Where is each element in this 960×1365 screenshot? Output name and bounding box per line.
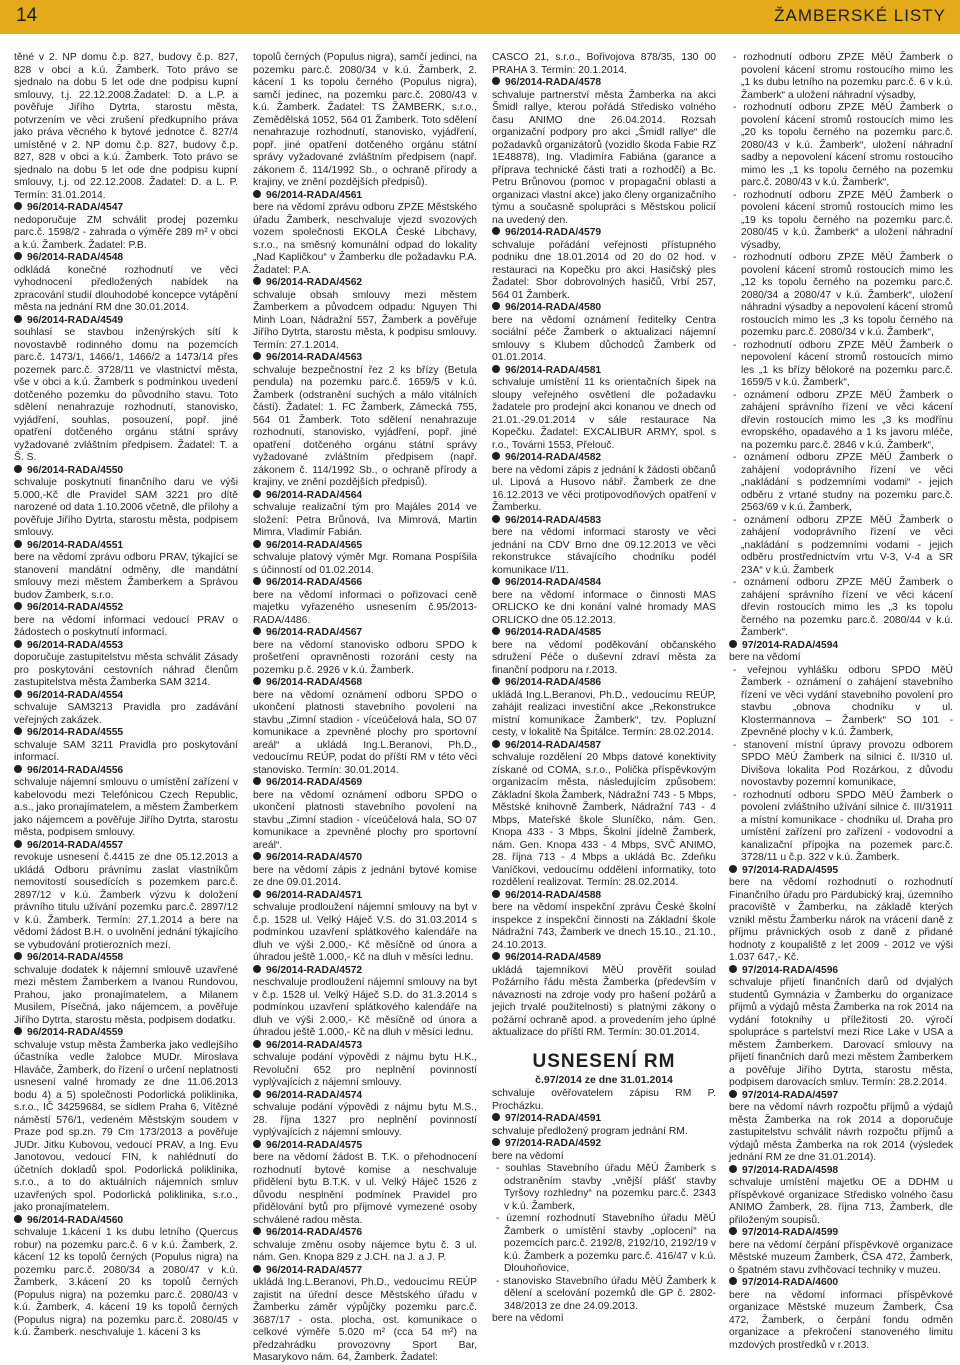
paragraph: bere na vědomí informaci vedoucí PRAV o žádostech o poskytnutí informací. bbox=[14, 614, 238, 638]
publication-title: ŽAMBERSKÉ LISTY bbox=[774, 6, 946, 25]
bullet-icon bbox=[729, 1165, 737, 1173]
paragraph: schvaluje rozdělení 20 Mbps datové konektivity získané od COMA, s.r.o., Polička příspěvkovým organizacím města, následujícím způsobem: Základní škola Žamberk, Nádražní 743 - 5 Mbps, Městské knihovně Žamberk, Nádražní 743 - 4 Mbps, Mateřské škole Sluníčko, nám. Gen. Knopa 433 - 3 Mbps, Školní jídelně Žamberk, nám. Gen. Knopa 433 - 4 Mbps, SVČ ANIMO, 28. října 713 - 4 Mbps a ukládá Bc. Zdeňku Vaníčkovi, vedoucímu oddělení informatiky, toto rozdělení realizovat. Termín: 28.02.2014. bbox=[492, 752, 716, 888]
resolution-number-text: 96/2014-RADA/4559 bbox=[27, 1027, 124, 1038]
paragraph: schvaluje předložený program jednání RM. bbox=[492, 1125, 688, 1137]
resolution-number-text: 96/2014-RADA/4564 bbox=[266, 489, 363, 501]
bullet-icon bbox=[729, 965, 737, 973]
bullet-icon bbox=[253, 352, 261, 360]
resolution-number-text: 96/2014-RADA/4575 bbox=[266, 1139, 363, 1151]
paragraph: schvaluje přijetí finančních darů od dvjalých studentů Gymnázia v Žamberku do organizace přijmů a výdajů města Žamberka na rok 2014 na vydání fotoknihy u příležitosti 20. výročí spolupráce s partelství mezi Rice Lake v USA a městem Žamberkem. Darovací smlouvy na přijetí finančních darů mezi městem Žamberkem a pověřuje Jiřího Dytrta, starostu města, podpisem darovacích smluv. Termín: 28.2.2014. bbox=[729, 977, 953, 1088]
resolution-number-text: 97/2014-RADA/4599 bbox=[742, 1227, 839, 1238]
resolution-number-text: 96/2014-RADA/4558 bbox=[27, 952, 124, 963]
resolution-number-text: 97/2014-RADA/4592 bbox=[505, 1138, 602, 1149]
paragraph: bere na vědomí oznámení ředitelky Centra sociální péče Žamberk o aktualizaci nájemní smlouvy s Klubem důchodců Žamberk od 01.01.2014. bbox=[492, 314, 716, 363]
resolution-number bbox=[492, 952, 716, 965]
resolution-number-text: 96/2014-RADA/4563 bbox=[266, 352, 363, 363]
paragraph: schvaluje podání výpovědi z nájmu bytu H.K., Revoluční 652 pro neplnění povinností vyplývajících z nájemní smlouvy. bbox=[253, 1052, 477, 1088]
resolution-number bbox=[729, 1090, 953, 1103]
resolution-number bbox=[492, 740, 716, 753]
paragraph: bere na vědomí čerpání příspěvkové organizace Městské muzeum Žamberk, ČSA 472, Žamberk, o špatném stavu zvlhčovací techniky v muzeu. bbox=[729, 1239, 953, 1276]
resolution-number-text: 96/2014-RADA/4586 bbox=[505, 677, 602, 688]
resolution-number bbox=[253, 965, 477, 978]
bullet-icon bbox=[492, 302, 500, 310]
bullet-icon bbox=[729, 865, 737, 873]
paragraph: schvaluje vstup města Žamberka jako vedlejšího účastníka vedle žalobce MUDr. Miroslava Hlaváče, Žamberk, do řízení o určení neplatnosti usnesení valné hromady ze dne 11.06.2013 bodu 4) a 5) společnosti Podorlická poliklinika, s.r.o., IČ 34259684, se sídlem Praha 6, Vítězné náměstí 576/1, vedeném Městským soudem v Praze pod sp.zn. 79 Cm 173/2013 a pověřuje JUDr. Jitku Kubovou, vedoucí PRAV, a Ing. Evu Janotovou, vedoucí FIN, k nahlédnutí do účetních dokladů spol. Podorlická poliklinika, s.r.o., a to do aktuálních nájemních smluv uzavřených spol. Podorlická poliklinika, s.r.o., jako pronajímatelem. bbox=[14, 1039, 238, 1213]
paragraph: schvaluje nájemní smlouvu o umístění zařízení v kabelovodu mezi Telefónicou Czech Republic, a.s., jako pronajímatelem, a městem Žamberkem jako nájemcem a pověřuje Jiřího Dytrta, starostu města, podpisem smlouvy. bbox=[14, 777, 238, 838]
resolution-number bbox=[14, 202, 238, 215]
resolution-number-text: 96/2014-RADA/4589 bbox=[505, 952, 602, 963]
resolution-number bbox=[729, 1165, 953, 1178]
bullet-icon bbox=[492, 365, 500, 373]
resolution-number bbox=[253, 490, 477, 503]
bullet-icon bbox=[14, 952, 22, 960]
bullet-icon bbox=[253, 1090, 261, 1098]
bullet-icon bbox=[253, 1040, 261, 1048]
resolution-number-text: 96/2014-RADA/4583 bbox=[505, 514, 602, 526]
bullet-icon bbox=[492, 677, 500, 685]
resolution-number bbox=[492, 1113, 716, 1126]
resolution-number-text: 96/2014-RADA/4549 bbox=[27, 314, 124, 326]
resolution-number bbox=[492, 577, 716, 590]
resolution-number-text: 96/2014-RADA/4553 bbox=[27, 639, 124, 651]
resolution-number bbox=[253, 352, 477, 365]
resolution-number bbox=[253, 277, 477, 290]
resolution-number bbox=[492, 890, 716, 903]
bullet-icon bbox=[729, 640, 737, 648]
paragraph: schvaluje poskytnutí finančního daru ve výši 5.000,-Kč dle Pravidel SAM 3221 pro dítě narozené od data 1.10.2006 včetně, dle přílohy a pověřuje Jiřího Dytrta, starostu města, podpisem smlouvy. bbox=[14, 477, 238, 538]
resolution-number-text: 96/2014-RADA/4560 bbox=[27, 1214, 124, 1226]
bullet-icon bbox=[253, 540, 261, 548]
resolution-number-text: 96/2014-RADA/4566 bbox=[266, 577, 363, 588]
bullet-icon bbox=[492, 452, 500, 460]
bullet-icon bbox=[14, 640, 22, 648]
paragraph: bere na vědomí zápis z jednání bytové komise ze dne 09.01.2014. bbox=[253, 864, 477, 888]
paragraph: schvaluje dodatek k nájemní smlouvě uzavřené mezi městem Žamberkem a Ivanou Rundovou, Prahou, jako pronajímatelem, a Milanem Musilem, Písečná, jako nájemcem, a pověřuje Jiřího Dytrta, starostu města, podpisem dodatku. bbox=[14, 964, 238, 1026]
resolution-number bbox=[492, 227, 716, 240]
resolution-number-text: 96/2014-RADA/4567 bbox=[266, 627, 363, 638]
list-item: - rozhodnutí odboru ZPZE MěÚ Žamberk o nepovolení kácení stromů rostoucích mimo les „1 ks břízy bělokoré na pozemku parc.č. 1659/5 v k.ú. Žamberk“, bbox=[733, 339, 953, 388]
resolution-number-text: 96/2014-RADA/4554 bbox=[27, 689, 124, 701]
bullet-icon bbox=[253, 965, 261, 973]
resolution-number-text: 96/2014-RADA/4561 bbox=[266, 189, 363, 201]
resolution-number bbox=[14, 315, 238, 328]
resolution-number bbox=[14, 952, 238, 965]
resolution-number-text: 96/2014-RADA/4555 bbox=[27, 727, 124, 738]
list-item: - rozhodnutí odboru SPDO MěÚ Žamberk o povolení zvláštního užívání silnice č. III/31911 a místní komunikace - chodníku ul. Draha pro umístění zařízení pro zařízení - vodovodní a kanalizační přípojka na pozemek parc.č. 3728/11 u č.p. 322 v k.ú. Žamberk. bbox=[733, 789, 953, 863]
paragraph: bere na vědomí bbox=[729, 652, 801, 663]
resolution-number-text: 96/2014-RADA/4550 bbox=[27, 464, 124, 476]
resolution-number-text: 97/2014-RADA/4598 bbox=[742, 1164, 839, 1176]
resolution-number-text: 96/2014-RADA/4582 bbox=[505, 452, 602, 463]
resolution-number-text: 96/2014-RADA/4548 bbox=[27, 252, 124, 263]
resolution-number bbox=[14, 690, 238, 703]
resolution-number bbox=[14, 727, 238, 740]
resolution-number bbox=[14, 465, 238, 478]
paragraph: bere na vědomí stanovisko odboru SPDO k prošetření opravněnosti rozorání cesty na pozemku p.č. 2926 v k.ú. Žamberk. bbox=[253, 639, 477, 676]
bullet-icon bbox=[14, 1215, 22, 1223]
resolution-number bbox=[253, 1265, 477, 1278]
resolution-number-text: 96/2014-RADA/4584 bbox=[505, 577, 602, 588]
paragraph: bere na vědomí zprávu odboru PRAV, týkající se stanovení mandátní odměny, dle mandátní smlouvy mezi městem Žamberkem a Správou budov Žamberk, s.r.o. bbox=[14, 552, 238, 601]
paragraph: revokuje usnesení č.4415 ze dne 05.12.2013 a ukládá Odboru právnímu zaslat vlastníkům nemovitostí sousedících s pozemkem parc.č. 2897/12 v k.ú. Žamberk výzvu k doložení právního titulu užívání pozemku parc.č. 2897/12 v k.ú. Žamberk. Termín: 27.1.2014 a bere na vědomí žádost B.H. o uvolnění jednání týkajícího se vybudování protierozních mezí. bbox=[14, 852, 238, 951]
paragraph: schvaluje realizační tým pro Majáles 2014 ve složení: Petra Brůnová, Iva Mimrová, Martin Mimra, Vladimír Fabián. bbox=[253, 502, 477, 538]
bullet-icon bbox=[253, 1265, 261, 1273]
bullet-icon bbox=[729, 1227, 737, 1235]
resolution-number-text: 97/2014-RADA/4600 bbox=[742, 1277, 839, 1288]
column-1 bbox=[14, 52, 238, 1338]
bullet-icon bbox=[14, 465, 22, 473]
paragraph: schvaluje změnu osoby nájemce bytu č. 3 ul. nám. Gen. Knopa 829 z J.CH. na J. a J. P. bbox=[253, 1239, 477, 1263]
bullet-icon bbox=[492, 1113, 500, 1121]
resolution-number-text: 96/2014-RADA/4551 bbox=[27, 539, 124, 551]
resolution-number-text: 97/2014-RADA/4597 bbox=[742, 1089, 839, 1101]
paragraph: nedoporučuje ZM schválit prodej pozemku parc.č. 1598/2 - zahrada o výměře 289 m² v obci a k.ú. Žamberk. Žadatel: P.B. bbox=[14, 214, 238, 251]
bullet-icon bbox=[492, 740, 500, 748]
paragraph: bere na vědomí poděkování občanského sdružení Péče o duševní zdraví města za finanční podporu na r.2013. bbox=[492, 639, 716, 676]
bullet-icon bbox=[253, 1227, 261, 1235]
resolution-number-text: 96/2014-RADA/4568 bbox=[266, 677, 363, 688]
paragraph: odkládá konečné rozhodnutí ve věci vyhodnocení předložených nabídek na zpracování studií dlouhodobé koncepce vytápění města na jednání RM dne 30.01.2014. bbox=[14, 264, 238, 313]
bullet-icon bbox=[253, 677, 261, 685]
paragraph: těné v 2. NP domu č.p. 827, budovy č.p. 827, 828 v obci a k.ú. Žamberk. Toto právo se sjednalo na dobu 5 let ode dne podpisu kupní smlouvy, t.j. 22.12.2008.Žadatel: D. a L.P. a pověřuje Jiřího Dytrta, starostu města, potvrzením ve věci zrušení předkupního práva jako práva věcného k bytové jednotce č. 827/4 umístěné v 2. NP domu č.p. 827, budovy č.p. 827, 828 v obci a k.ú. Žamberk. Toto právo se sjednalo na dobu 5 let ode dne podpisu kupní smlouvy, t.j. od 22.12.2008. Žadatel: D. a L. P. Termín: 31.01.2014. bbox=[14, 52, 238, 201]
resolution-number bbox=[253, 627, 477, 640]
paragraph: bere na vědomí oznámení odboru SPDO o ukončení platnosti stavebního povolení na stavbu „Zimní stadion - víceúčelová hala, SO 07 komunikace a zpevněné plochy pro sportovní areál“ a ukládá Ing.L.Beranovi, Ph.D., vedoucímu REÚP, podat do příští RM v této věci stanovisko. Termín: 30.01.2014. bbox=[253, 689, 477, 776]
resolution-number bbox=[253, 1227, 477, 1240]
list-item: - oznámení odboru ZPZE MěÚ Žamberk o zahájení vodoprávního řízení ve věci „nakládání s podzemními vodami - jejich odběru prostřednictvím vrtu V-3, V-4 a SR 23A“ v k.ú. Žamberk bbox=[733, 514, 953, 576]
resolution-number bbox=[253, 540, 477, 553]
resolution-number-text: 96/2014-RADA/4565 bbox=[266, 539, 363, 551]
resolution-number bbox=[729, 1227, 953, 1240]
list-item: - rozhodnutí odboru ZPZE MěÚ Žamberk o povolení kácení stromů rostoucích mimo les „19 ks topolu černého na pozemku parc.č. 2080/45 v k.ú. Žamberk“ a uložení náhradní výsadby, bbox=[733, 189, 953, 251]
resolution-number-text: 96/2014-RADA/4587 bbox=[505, 739, 602, 751]
list-item: - rozhodnutí odboru ZPZE MěÚ Žamberk o povolení kácení stromů rostoucích mimo les „12 ks topolu černého na pozemku parc.č. 2080/34 a 2080/47 v k.ú. Žamberk“, uložení náhradní výsadby a nepovolení kácení stromů rostoucích mimo les „3 ks topolu černého na pozemku parc.č. 2080/34 v k.ú. Žamberk“, bbox=[733, 252, 953, 338]
list-item: - oznámení odboru ZPZE MěÚ Žamberk o zahájení správního řízení ve věci kácení dřevin rostoucích mimo les „3 ks modřínu evropského, opadavého a 1 ks javoru mléče, na pozemku parc.č. 2846 v k.ú. Žamberk“, bbox=[733, 389, 953, 451]
resolution-number-text: 96/2014-RADA/4570 bbox=[266, 852, 363, 863]
resolution-number bbox=[492, 1138, 716, 1151]
bullet-icon bbox=[253, 890, 261, 898]
bullet-icon bbox=[253, 1140, 261, 1148]
resolution-number bbox=[492, 627, 716, 640]
bullet-icon bbox=[253, 852, 261, 860]
bullet-icon bbox=[492, 515, 500, 523]
resolution-number bbox=[14, 1215, 238, 1228]
bullet-icon bbox=[14, 602, 22, 610]
bullet-icon bbox=[14, 1027, 22, 1035]
paragraph: schvaluje 1.kácení 1 ks dubu letního (Quercus robur) na pozemku parc.č. 6 v k.ú. Žamberk, 2. kácení 12 ks topolů černých (Populus nigra) na pozemku parc.č. 2080/34 a 2080/47 v k.ú. Žamberk, 3.kácení 20 ks topolů černých (Populus nigra) na pozemku parc.č. 2080/43 v k.ú. Žamberk, 4. kácení 19 ks topolů černých (Populus nigra) na pozemku parc.č. 2080/45 v k.ú. Žamberk. neschvaluje 1. kácení 3 ks bbox=[14, 1227, 238, 1338]
resolution-number bbox=[14, 252, 238, 265]
resolution-number-text: 97/2014-RADA/4595 bbox=[742, 864, 839, 876]
resolution-number-text: 96/2014-RADA/4588 bbox=[505, 889, 602, 901]
resolution-number-text: 97/2014-RADA/4594 bbox=[742, 639, 839, 651]
resolution-number-text: 96/2014-RADA/4556 bbox=[27, 764, 124, 776]
resolution-number-text: 96/2014-RADA/4574 bbox=[266, 1089, 363, 1101]
list-item: - souhlas Stavebního úřadu MěÚ Žamberk s odstraněním stavby „vnější plášť stavby Tyršovy rozhledny“ na pozemku parc.č. 2343 v k.ú. Žamberk, bbox=[496, 1163, 716, 1212]
resolution-number bbox=[14, 540, 238, 553]
list-item: - rozhodnutí odboru ZPZE MěÚ Žamberk o povolení kácení stromů rostoucích mimo les „20 ks topolu černého na pozemku parc.č. 2080/43 v k.ú. Žamberk“, uložení náhradní sadby a nepovolení kácení stromu rostoucího mimo les „1 ks topolu černého na pozemku parc.č. 2080/43 v k.ú. Žamberk“, bbox=[733, 102, 953, 188]
resolution-number-text: 96/2014-RADA/4569 bbox=[266, 777, 363, 788]
resolution-number bbox=[253, 190, 477, 203]
resolution-number-text: 96/2014-RADA/4572 bbox=[266, 964, 363, 976]
section-subheading: č.97/2014 ze dne 31.01.2014 bbox=[535, 1073, 673, 1086]
resolution-number bbox=[492, 77, 716, 90]
resolution-number-text: 96/2014-RADA/4562 bbox=[266, 277, 363, 288]
bullet-icon bbox=[14, 840, 22, 848]
bullet-icon bbox=[14, 252, 22, 260]
paragraph: schvaluje prodloužení nájemní smlouvy na byt v č.p. 1528 ul. Velký Háječ V.S. do 31.03.2014 s podmínkou uzavření splátkového kalendáře na dluh ve výši 2.000,- Kč měsíčně od února a úhradou ještě 1.000,- Kč na dluh v měsíci lednu. bbox=[253, 902, 477, 963]
bullet-icon bbox=[492, 227, 500, 235]
resolution-number bbox=[253, 777, 477, 790]
paragraph: schvaluje pořádání veřejnosti přístupného podniku dne 18.01.2014 od 20 do 02 hod. v restauraci na Kopečku pro akci Hasičský ples Žadatel: Sbor dobrovolných hasičů, Vrbí 257, 564 01 Žamberk. bbox=[492, 239, 716, 301]
paragraph: souhlasí se stavbou inženýrských sítí k novostavbě rodinného domu na pozemcích parc.č. 1473/1, 1466/1, 1466/2 a 1473/14 přes pozemek parc.č. 3728/11 ve vlastnictví města, vše v obci a k.ú. Žamberk s podmínkou uvedení dotčeného pozemku do původního stavu. Toto sdělení nenahrazuje rozhodnutí, stanovisko, vyjádření, souhlas, posouzení, popř. jiné opatření dotčeného orgánu státní správy vyžadované zvláštním předpisem. Žadatel: T. a Š. S. bbox=[14, 327, 238, 463]
paragraph: bere na vědomí rozhodnutí o rozhodnutí Finančního úřadu pro Pardubický kraj, územního pracoviště v Žamberku, na základě kterých vznikl městu Žamberku nárok na vrácení daně z příjmu právnických osob z daně z přidané hodnoty z koupaliště z let 2009 - 2012 ve výši 1.037 647,- Kč. bbox=[729, 877, 953, 963]
list-item: - oznámení odboru ZPZE MěÚ Žamberk o zahájení správního řízení ve věci kácení dřevin rostoucích mimo les „3 ks topolu černého na pozemku parc.č. 2080/44 v k.ú. Žamberk“. bbox=[733, 577, 953, 638]
resolution-number bbox=[253, 677, 477, 690]
paragraph: bere na vědomí informaci o pořizovací ceně majetku vyřazeného usnesením č.95/2013-RADA/4486. bbox=[253, 589, 477, 626]
resolution-number bbox=[729, 965, 953, 978]
resolution-number bbox=[729, 640, 953, 653]
resolution-number bbox=[729, 1277, 953, 1290]
bullet-icon bbox=[14, 202, 22, 210]
resolution-number-text: 96/2014-RADA/4585 bbox=[505, 627, 602, 638]
paragraph: bere na vědomí bbox=[492, 1313, 564, 1324]
page-number: 14 bbox=[16, 5, 38, 26]
paragraph: topolů černých (Populus nigra), samčí jedinci, na pozemku parc.č. 2080/34 v k.ú. Žamberk, 2. kácení 1 ks topolu černého (Populus nigra), samčí jedinec, na pozemku parc.č. 2080/43 v k.ú. Žamberk. Žadatel: TS ŽAMBERK, s.r.o., Zemědělská 1052, 564 01 Žamberk. Toto sdělení nenahrazuje rozhodnutí, stanovisko, vyjádření, popř. jiné opatření dotčeného orgánu státní správy vyžadované zvláštním předpisem (např. zákonem č. 114/1992 Sb., o ochraně přírody a krajiny, ve znění pozdějších předpisů). bbox=[253, 52, 477, 188]
bullet-icon bbox=[492, 952, 500, 960]
bullet-icon bbox=[253, 277, 261, 285]
resolution-number bbox=[253, 1040, 477, 1053]
resolution-number-text: 96/2014-RADA/4552 bbox=[27, 602, 124, 613]
bullet-icon bbox=[14, 765, 22, 773]
resolution-number-text: 97/2014-RADA/4596 bbox=[742, 964, 839, 976]
resolution-number-text: 96/2014-RADA/4557 bbox=[27, 839, 124, 851]
paragraph: schvaluje SAM3213 Pravidla pro zadávání veřejných zakázek. bbox=[14, 702, 238, 726]
list-item: - rozhodnutí odboru ZPZE MěÚ Žamberk o povolení kácení stromu rostoucího mimo les „1 ks dubu letního na pozemku parc.č. 6 v k.ú. Žamberk“ a uložení náhradní výsadby, bbox=[733, 52, 953, 101]
resolution-number bbox=[729, 865, 953, 878]
paragraph: bere na vědomí informaci příspěvkové organizace Městské muzeum Žamberk, Čsa 472, Žamberk, o čerpání fondu odměn organizace a překročení stanoveného limitu mzdových prostředků v r.2013. bbox=[729, 1289, 953, 1351]
paragraph: ukládá tajemníkovi MěÚ prověřit soulad Požárního řádu města Žamberka (především v návaznosti na zdroje vody pro hašení požárů a jejich trvalé použitelnosti) s platnými zákony o požární ochraně apod. a provedením jeho úplné aktualizace do příští RM. Termín: 30.01.2014. bbox=[492, 964, 716, 1038]
paragraph: schvaluje SAM 3211 Pravidla pro poskytování informací. bbox=[14, 739, 238, 763]
resolution-number bbox=[253, 1090, 477, 1103]
paragraph: bere na vědomí informace o činnosti MAS ORLICKO ke dni konání valné hromady MAS ORLICKO dne 05.12.2013. bbox=[492, 589, 716, 626]
resolution-number-text: 96/2014-RADA/4580 bbox=[505, 302, 602, 313]
list-item: - oznámení odboru ZPZE MěÚ Žamberk o zahájení vodoprávního řízení ve věci „nakládání s podzemními vodami“ - jejich odběru z vrtané studny na pozemku parc.č. 2563/69 v k.ú. Žamberk, bbox=[733, 452, 953, 513]
resolution-number bbox=[14, 1027, 238, 1040]
bullet-icon bbox=[492, 77, 500, 85]
paragraph: ukládá Ing.L.Beranovi, Ph.D., vedoucímu REÚP, zahájit realizaci investiční akce „Rekonstrukce místní komunikace Žamberk“, tzv. Popluzní cesty, v lokalitě Na Špitálce. Termín: 28.02.2014. bbox=[492, 689, 716, 738]
paragraph: bere na vědomí oznámení odboru SPDO o ukončení platnosti stavebního povolení na stavbu „Zimní stadion - víceúčelová hala, SO 07 komunikace a zpevněné plochy pro sportovní areál“. bbox=[253, 789, 477, 851]
resolution-number bbox=[492, 302, 716, 315]
bullet-icon bbox=[253, 490, 261, 498]
paragraph: schvaluje partnerství města Žamberka na akci Šmidl rallye, kterou pořádá Středisko volného času ANIMO dne 26.04.2014. Rozsah organizační podpory pro akci „Šmidl rallye“ dle požadavků organizátorů (vozidlo škoda Fabie RZ 1E48878), Ing. Vladimíra Fabiána (garance a příprava technické části trati a rozhodčí) a Bc. Petru Brůnovou (pomoc v propagační oblasti a organizaci vlastní akce) jako členy organizačního týmu a současně spolupráci s Městskou policií na uvedený den. bbox=[492, 89, 716, 226]
column-4 bbox=[729, 52, 953, 1351]
paragraph: schvaluje umístění 11 ks orientačních šipek na sloupy veřejného osvětlení dle požadavku žadatele pro prodejní akci konanou ve dnech od 21.01.-29.01.2014 v sále restaurace Na Kopečku. Žadatel: EXCALIBUR ARMY, spol. s r.o., Továrni 1553, Přelouč. bbox=[492, 377, 716, 451]
paragraph: ukládá Ing.L.Beranovi, Ph.D., vedoucímu REÚP zajistit na úřední desce Městského úřadu v Žamberku záměr výpůjčky pozemku parc.č. 3687/17 - osta. plocha, ost. komunikace o celkové výměře 5.020 m² (cca 54 m²) na předzahrádku provozovny Sport Bar, Masarykovo nám. 64, Žamberk. Žadatel: bbox=[253, 1277, 477, 1363]
resolution-number bbox=[492, 515, 716, 528]
paragraph: bere na vědomí inspekční zprávu České školní inspekce z inspekční činnosti na Základní škole Nádražní 743, Žamberk ve dnech 15.10., 21.10., 24.10.2013. bbox=[492, 902, 716, 951]
resolution-number-text: 96/2014-RADA/4573 bbox=[266, 1039, 363, 1051]
paragraph: bere na vědomí zápis z jednání k žádosti občanů ul. Lipová a Husovo nábř. Žamberk ze dne 16.12.2013 ve věci protipovodňových opatření v Žamberku. bbox=[492, 464, 716, 513]
bullet-icon bbox=[492, 1138, 500, 1146]
resolution-number bbox=[253, 890, 477, 903]
paragraph: neschvaluje prodloužení nájemní smlouvy na byt v č.p. 1528 ul. Velký Háječ S.D. do 31.3.2014 s podmínkou uzavření splátkového kalendáře na dluh ve výši 2.000,- Kč měsíčně od února a úhradou ještě 1.000,- Kč na dluh v měsíci lednu. bbox=[253, 977, 477, 1038]
bullet-icon bbox=[14, 540, 22, 548]
resolution-number bbox=[14, 640, 238, 653]
resolution-number-text: 96/2014-RADA/4581 bbox=[505, 364, 602, 376]
paragraph: schvaluje ověřovatelem zápisu RM P. Procházku. bbox=[492, 1088, 716, 1112]
bullet-icon bbox=[729, 1090, 737, 1098]
paragraph: schvaluje bezpečnostní řez 2 ks břízy (Betula pendula) na pozemku parc.č. 1659/5 v k.ú. Žamberk (odstranění suchých a málo vitálních částí). Žadatel: 1. FC Žamberk, Zámecká 755, 564 01 Žamberk. Toto sdělení nenahrazuje rozhodnutí, stanovisko, vyjádření, popř. jiné opatření dotčeného orgánu státní správy vyžadované zvláštním předpisem (např. zákonem č. 114/1992 Sb., o ochraně přírody a krajiny, ve znění pozdějších předpisů). bbox=[253, 364, 477, 488]
resolution-number bbox=[492, 452, 716, 465]
paragraph: schvaluje podání výpovědi z nájmu bytu M.S., 28. října 1327 pro neplnění povinností vyplývajících z nájemní smlouvy. bbox=[253, 1102, 477, 1138]
resolution-number-text: 96/2014-RADA/4576 bbox=[266, 1227, 363, 1238]
paragraph: bere na vědomí zprávu odboru ZPZE Městského úřadu Žamberk, neschvaluje vjezd svozových vozem společnosti EKOLA České Libchavy, s.r.o., na směsný komunální odpad do lokality „Nad Kapličkou“ v Žamberku dle požadavku P.A. Žadatel: P.A. bbox=[253, 202, 477, 276]
list-item: - stanovení místní úpravy provozu odborem SPDO MěÚ Žamberk na silnici č. II/310 ul. Divišova lokalita Pod Rozárkou, z důvodu novostavby pozemní komunikace, bbox=[733, 739, 953, 788]
paragraph: schvaluje obsah smlouvy mezi městem Žamberkem a původcem odpadu: Nguyen Thi Minh Loan, Nádražní 557, Žamberk a pověřuje Jiřího Dytrta, starostu města, k podpisu smlouvy. Termín: 27.1.2014. bbox=[253, 289, 477, 351]
resolution-number-text: 96/2014-RADA/4578 bbox=[505, 77, 602, 88]
resolution-number-text: 96/2014-RADA/4579 bbox=[505, 227, 602, 238]
bullet-icon bbox=[253, 577, 261, 585]
bullet-icon bbox=[14, 315, 22, 323]
bullet-icon bbox=[492, 890, 500, 898]
column-3 bbox=[492, 52, 716, 1324]
resolution-number bbox=[253, 852, 477, 865]
paragraph: schvaluje platový výměr Mgr. Romana Pospíšila s účinností od 01.02.2014. bbox=[253, 552, 477, 576]
resolution-number bbox=[14, 602, 238, 615]
section-heading: USNESENÍ RM bbox=[532, 1050, 676, 1072]
paragraph: bere na vědomí návrh rozpočtu příjmů a výdajů města Žamberka na rok 2014 a doporučuje zastupitelstvu schválit návrh rozpočtu příjmů a výdajů města Žamberka na rok 2014 (výsledek jednání RM ze dne 31.01.2014). bbox=[729, 1102, 953, 1163]
bullet-icon bbox=[253, 777, 261, 785]
resolution-number bbox=[253, 577, 477, 590]
bullet-icon bbox=[14, 690, 22, 698]
paragraph: schvaluje umístění majetku OE a DDHM u příspěvkové organizace Středisko volného času ANIMO Žamberk, 28. října 713, Žamberk, dle přiloženým soupisů. bbox=[729, 1177, 953, 1226]
column-2 bbox=[253, 52, 477, 1363]
paragraph: doporučuje zastupitelstvu města schválit Zásady pro poskytování cestovních náhrad členům zastupitelstva města Žamberka SAM 3214. bbox=[14, 652, 238, 688]
bullet-icon bbox=[492, 627, 500, 635]
resolution-number-text: 97/2014-RADA/4591 bbox=[505, 1113, 602, 1124]
bullet-icon bbox=[253, 190, 261, 198]
paragraph: bere na vědomí informaci starosty ve věci jednání na CDV Brno dne 09.12.2013 ve věci rekonstrukce stávajícího chodníku podél komunikace I/11. bbox=[492, 527, 716, 576]
bullet-icon bbox=[14, 727, 22, 735]
bullet-icon bbox=[492, 577, 500, 585]
list-item: - územní rozhodnutí Stavebního úřadu MěÚ Žamberk o umístění stavby „oplocení“ na pozemcích parc.č. 2192/8, 2192/10, 2192/19 v k.ú. Žamberk a pozemku parc.č. 416/47 v k.ú. Dlouhoňovice, bbox=[496, 1213, 716, 1274]
page-header-bar bbox=[0, 0, 960, 34]
resolution-number bbox=[492, 677, 716, 690]
resolution-number bbox=[14, 765, 238, 778]
paragraph: bere na vědomí bbox=[492, 1150, 564, 1162]
list-item: - stanovisko Stavebního úřadu MěÚ Žamberk k dělení a scelování pozemků dle GP č. 2802-348/2013 ze dne 24.09.2013. bbox=[496, 1275, 716, 1312]
bullet-icon bbox=[253, 627, 261, 635]
resolution-number-text: 96/2014-RADA/4547 bbox=[27, 202, 124, 213]
bullet-icon bbox=[729, 1277, 737, 1285]
list-item: - veřejnou vyhlášku odboru SPDO MěÚ Žamberk - oznámení o zahájení stavebního řízení ve věci vydání stavebního povolení pro stavbu „obnova chodníku v ul. Klostermannova – Žamberk“ SO 101 - Zpevněné plochy v k.ú. Žamberk, bbox=[733, 664, 953, 738]
paragraph: bere na vědomí žádost B. T.K. o přehodnocení rozhodnutí bytové komise a neschvaluje přidělení bytu B.T.K. v ul. Velký Háječ 1526 z důvodu nesplnění podmínek Pravidel pro přidělování bytů pro přijmové vymezené osoby schválené radou města. bbox=[253, 1152, 477, 1226]
resolution-number-text: 96/2014-RADA/4571 bbox=[266, 889, 363, 901]
resolution-number-text: 96/2014-RADA/4577 bbox=[266, 1264, 363, 1276]
resolution-number bbox=[492, 365, 716, 378]
resolution-number bbox=[253, 1140, 477, 1153]
paragraph: CASCO 21, s.r.o., Bořivojova 878/35, 130 00 PRAHA 3. Termín: 20.1.2014. bbox=[492, 52, 716, 76]
resolution-number bbox=[14, 840, 238, 853]
